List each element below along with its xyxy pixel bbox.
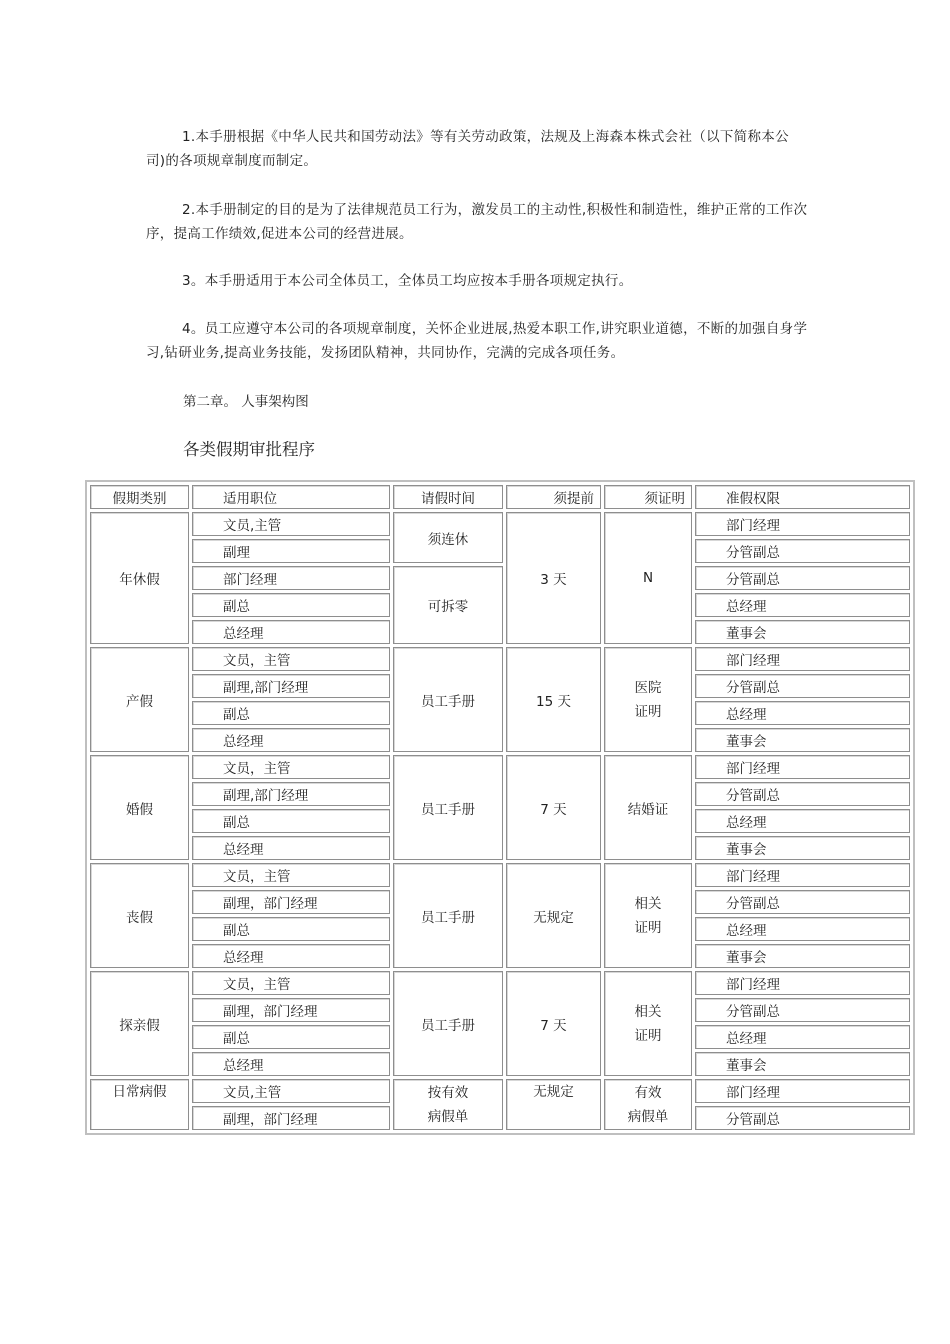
authority-cell: 部门经理	[695, 512, 910, 536]
authority-cell: 分管副总	[695, 1106, 910, 1130]
proof-line: 相关	[634, 1003, 662, 1020]
authority-cell: 总经理	[695, 1025, 910, 1049]
authority-cell: 分管副总	[695, 674, 910, 698]
authority-cell: 董事会	[695, 944, 910, 968]
proof-cell	[604, 1079, 692, 1130]
leave-time-cell: 可拆零	[393, 566, 503, 644]
position-cell: 副理，部门经理	[192, 1106, 390, 1130]
authority-cell: 部门经理	[695, 1079, 910, 1103]
header-position: 适用职位	[192, 485, 390, 509]
proof-cell	[604, 647, 692, 752]
time-line: 病假单	[427, 1108, 469, 1125]
proof-line: 病假单	[627, 1108, 669, 1125]
position-cell: 副总	[192, 701, 390, 725]
position-cell: 总经理	[192, 728, 390, 752]
advance-cell: 无规定	[506, 863, 601, 968]
position-cell: 副理,部门经理	[192, 674, 390, 698]
header-leave-type: 假期类别	[90, 485, 189, 509]
paragraph-4: 4。员工应遵守本公司的各项规章制度，关怀企业进展,热爱本职工作,讲究职业道德，不断的加强自身学习,钻研业务,提高业务技能，发扬团队精神，共同协作，完满的完成各项任务。	[146, 321, 808, 361]
position-cell: 文员，主管	[192, 647, 390, 671]
leave-type-cell: 产假	[90, 647, 189, 752]
authority-cell: 总经理	[695, 809, 910, 833]
proof-cell	[604, 971, 692, 1076]
proof-cell: N	[604, 512, 692, 644]
proof-line: 证明	[634, 1027, 662, 1044]
leave-type-cell: 日常病假	[90, 1079, 189, 1130]
leave-type-cell: 丧假	[90, 863, 189, 968]
position-cell: 总经理	[192, 836, 390, 860]
position-cell: 副总	[192, 917, 390, 941]
table-row	[90, 971, 910, 995]
table-row	[90, 1079, 910, 1103]
table-row	[90, 566, 910, 590]
proof-line: 医院	[634, 679, 662, 696]
proof-line: 证明	[634, 919, 662, 936]
leave-type-cell: 年休假	[90, 512, 189, 644]
authority-cell: 分管副总	[695, 539, 910, 563]
position-cell: 副理，部门经理	[192, 998, 390, 1022]
position-cell: 副理	[192, 539, 390, 563]
position-cell: 总经理	[192, 944, 390, 968]
authority-cell: 总经理	[695, 593, 910, 617]
position-cell: 部门经理	[192, 566, 390, 590]
leave-type-cell: 探亲假	[90, 971, 189, 1076]
authority-cell: 董事会	[695, 1052, 910, 1076]
position-cell: 文员，主管	[192, 863, 390, 887]
position-cell: 总经理	[192, 620, 390, 644]
table-row	[90, 512, 910, 536]
leave-type-cell: 婚假	[90, 755, 189, 860]
advance-cell: 7 天	[506, 755, 601, 860]
authority-cell: 董事会	[695, 728, 910, 752]
leave-time-cell: 员工手册	[393, 647, 503, 752]
table-row	[90, 755, 910, 779]
leave-time-cell: 员工手册	[393, 755, 503, 860]
header-advance-notice: 须提前	[506, 485, 601, 509]
chapter-heading: 第二章。 人事架构图	[183, 394, 309, 410]
header-approval-authority: 准假权限	[695, 485, 910, 509]
time-line: 按有效	[427, 1084, 469, 1101]
authority-cell: 分管副总	[695, 566, 910, 590]
paragraph-3: 3。本手册适用于本公司全体员工，全体员工均应按本手册各项规定执行。	[182, 273, 633, 289]
proof-line: 相关	[634, 895, 662, 912]
advance-cell: 7 天	[506, 971, 601, 1076]
position-cell: 文员，主管	[192, 755, 390, 779]
leave-time-cell: 员工手册	[393, 863, 503, 968]
header-proof: 须证明	[604, 485, 692, 509]
authority-cell: 分管副总	[695, 782, 910, 806]
proof-cell: 结婚证	[604, 755, 692, 860]
position-cell: 副理,部门经理	[192, 782, 390, 806]
table-header-row	[90, 485, 910, 509]
position-cell: 文员,主管	[192, 1079, 390, 1103]
proof-line: 有效	[634, 1084, 662, 1101]
authority-cell: 部门经理	[695, 863, 910, 887]
position-cell: 文员,主管	[192, 512, 390, 536]
position-cell: 文员，主管	[192, 971, 390, 995]
position-cell: 副理，部门经理	[192, 890, 390, 914]
position-cell: 副总	[192, 593, 390, 617]
paragraph-1: 1.本手册根据《中华人民共和国劳动法》等有关劳动政策，法规及上海森本株式会社（以下简称本公司)的各项规章制度而制定。	[146, 129, 789, 169]
leave-time-cell: 员工手册	[393, 971, 503, 1076]
leave-time-cell: 须连休	[393, 512, 503, 563]
authority-cell: 部门经理	[695, 647, 910, 671]
table-row	[90, 647, 910, 671]
authority-cell: 分管副总	[695, 890, 910, 914]
table-row	[90, 863, 910, 887]
position-cell: 总经理	[192, 1052, 390, 1076]
leave-time-cell	[393, 1079, 503, 1130]
authority-cell: 分管副总	[695, 998, 910, 1022]
advance-cell: 无规定	[506, 1079, 601, 1130]
table-title: 各类假期审批程序	[183, 440, 315, 459]
proof-cell	[604, 863, 692, 968]
authority-cell: 部门经理	[695, 971, 910, 995]
authority-cell: 董事会	[695, 836, 910, 860]
paragraph-2: 2.本手册制定的目的是为了法律规范员工行为，激发员工的主动性,积极性和制造性，维护正常的工作次序，提高工作绩效,促进本公司的经营进展。	[146, 202, 808, 242]
proof-line: 证明	[634, 703, 662, 720]
authority-cell: 董事会	[695, 620, 910, 644]
authority-cell: 总经理	[695, 917, 910, 941]
advance-cell: 3 天	[506, 512, 601, 644]
leave-approval-table	[85, 480, 915, 1135]
header-leave-time: 请假时间	[393, 485, 503, 509]
position-cell: 副总	[192, 809, 390, 833]
authority-cell: 部门经理	[695, 755, 910, 779]
position-cell: 副总	[192, 1025, 390, 1049]
authority-cell: 总经理	[695, 701, 910, 725]
advance-cell: 15 天	[506, 647, 601, 752]
